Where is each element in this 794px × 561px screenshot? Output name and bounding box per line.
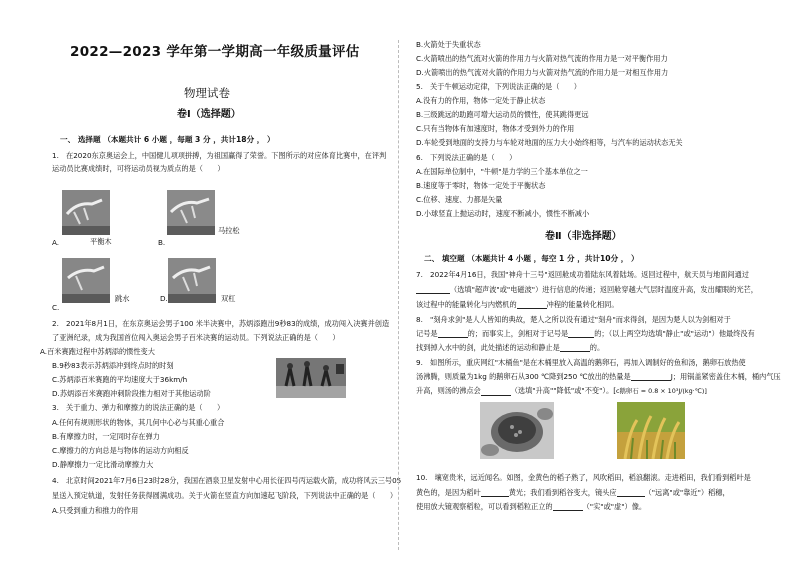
rice-field-photo: [617, 402, 685, 459]
q1-option-a-label: 平衡木: [90, 237, 112, 246]
q9-line1: 9. 如图所示，重庆网红"木桶鱼"是在木桶里放入高温的鹅卵石，再加入调制好的鱼和汤，鹅卵石放热使: [416, 358, 746, 367]
q9-blank-1[interactable]: [631, 372, 671, 381]
sprint-race-photo: [276, 358, 346, 398]
q2-option-b: B.9秒83表示苏炳添冲到终点时的时刻: [52, 361, 174, 370]
q5-stem: 5. 关于牛顿运动定律，下列说法正确的是（ ）: [416, 82, 581, 91]
q1-option-b-letter: B.: [158, 238, 166, 247]
q5-option-d: D.车轮受到地面的支持力与车轮对地面的压力大小始终相等，与汽车的运动状态无关: [416, 138, 683, 147]
q2-line1: 2. 2021年8月1日，在东京奥运会男子100 米半决赛中，苏炳添跑出9秒83的成绩，成功闯入决赛并创造: [52, 319, 390, 328]
balance-beam-photo: [62, 190, 110, 235]
section1-heading: 一、 选择题 （本题共计 6 小题 ，每题 3 分 ，共计18分 ， ）: [60, 135, 275, 144]
q1-option-b-label: 马拉松: [218, 226, 240, 235]
q2-option-c: C.苏炳添百米赛跑的平均速度大于36km/h: [52, 375, 188, 384]
q1-line1: 1. 在2020东京奥运会上，中国健儿项项拼搏，为祖国赢得了荣誉。下图所示的对应体育比赛中，在评判: [52, 151, 387, 160]
q8-line1: 8. "刻舟求剑"是人人皆知的典故，楚人之所以没有通过"刻舟"而求得剑，是因为楚人以为剑相对于: [416, 315, 731, 324]
q10-blank-3[interactable]: [553, 502, 583, 511]
q6-option-d: D.小球竖直上抛运动时，速度不断减小，惯性不断减小: [416, 209, 590, 218]
q5-option-b: B.三级跳远的助跑可增大运动员的惯性，使其跳得更远: [416, 110, 589, 119]
q8-blank-3[interactable]: [560, 343, 590, 352]
marathon-photo: [167, 190, 215, 235]
q1-option-d-letter: D.: [160, 294, 168, 303]
page-title: 2022—2023 学年第一学期高一年级质量评估: [70, 44, 360, 60]
part1-title: 卷Ⅰ（选择题）: [177, 109, 241, 120]
q7-blank-1[interactable]: [416, 285, 450, 294]
q3-option-b: B.有摩擦力时，一定同时存在弹力: [52, 432, 160, 441]
q2-option-a: A.百米赛跑过程中苏炳添的惯性变大: [40, 347, 155, 356]
q3-option-c: C.摩擦力的方向总是与物体的运动方向相反: [52, 446, 189, 455]
q2-line2: 了亚洲纪录，成为我国首位闯入奥运会男子百米决赛的运动员。下列说法正确的是（ ）: [52, 333, 340, 342]
q7-line2: （选填"超声波"或"电磁波"）进行信息的传递；返回舱穿越大气层时温度升高，发出耀眼的光芒，: [416, 285, 758, 294]
q10-line1: 10. 壤宽贵米，远近闻名。如图，金黄色的稻子熟了，风吹稻田，稻浪翻滚。走进稻田，我们看到稻叶是: [416, 473, 751, 482]
q10-line2: 黄色的，是因为稻叶 黄光；我们看到稻谷变大，镜头应 （"远离"或"靠近"）稻穗，: [416, 488, 730, 497]
q6-stem: 6. 下列说法正确的是（ ）: [416, 153, 517, 162]
part2-title: 卷Ⅱ（非选择题）: [545, 231, 622, 242]
q4-line2: 星送入预定轨道，发射任务获得圆满成功。关于火箭在竖直方向加速起飞阶段，下列说法中正确的是（ ）: [52, 491, 398, 500]
q3-option-d: D.静摩擦力一定比滑动摩擦力大: [52, 460, 154, 469]
q6-option-b: B.速度等于零时，物体一定处于平衡状态: [416, 181, 546, 190]
q4-option-d: D.火箭喷出的热气流对火箭的作用力与火箭对热气流的作用力是一对相互作用力: [416, 68, 669, 77]
q10-blank-2[interactable]: [617, 488, 645, 497]
diving-photo: [62, 258, 110, 303]
q1-line2: 运动员比赛成绩时，可将运动员视为质点的是（ ）: [52, 164, 225, 173]
q9-line2: 汤沸腾，则质量为1kg 的鹅卵石从300 ℃降到250 ℃放出的热量是 J；用锅盖紧密盖住木桶，桶内气压: [416, 372, 781, 381]
q1-option-c-letter: C.: [52, 303, 60, 312]
q8-line3: 找到掉入水中的剑，此处描述的运动和静止是 的。: [416, 343, 605, 352]
specific-heat-formula: c鹅卵石 = 0.8 × 10³J/(kg·℃)]: [616, 387, 707, 395]
q7-blank-2[interactable]: [517, 300, 547, 309]
q6-option-a: A.在国际单位制中，"牛顿"是力学的三个基本单位之一: [416, 167, 588, 176]
q4-option-c: C.火箭喷出的热气流对火箭的作用力与火箭对热气流的作用力是一对平衡作用力: [416, 54, 668, 63]
q5-option-c: C.只有当物体有加速度时，物体才受到外力的作用: [416, 124, 575, 133]
q3-stem: 3. 关于重力、弹力和摩擦力的说法正确的是（ ）: [52, 403, 225, 412]
q4-option-b: B.火箭处于失重状态: [416, 40, 481, 49]
q7-line1: 7. 2022年4月16日，我国"神舟十三号"返回舱成功着陆东风着陆场。返回过程中，航天员与地面间通过: [416, 270, 749, 279]
q5-option-a: A.没有力的作用，物体一定处于静止状态: [416, 96, 546, 105]
q8-blank-1[interactable]: [438, 329, 468, 338]
parallel-bars-photo: [168, 258, 216, 303]
q10-blank-1[interactable]: [481, 488, 509, 497]
q3-option-a: A.任何有规则形状的物体，其几何中心必与其重心重合: [52, 418, 225, 427]
q8-line2: 记号是 的；而事实上，剑相对于记号是 的；（以上两空均选填"静止"或"运动"）他最终没有: [416, 329, 755, 338]
q1-option-c-label: 跳水: [115, 294, 130, 303]
section2-heading: 二、 填空题 （本题共计 4 小题 ，每空 1 分 ，共计10分 ， ）: [424, 254, 639, 263]
q6-option-c: C.位移、速度、力都是矢量: [416, 195, 503, 204]
q4-option-a: A.只受到重力和推力的作用: [52, 506, 139, 515]
q10-line3: 使用放大镜观察稻粒，可以看到稻粒正立的 （"实"或"虚"）像。: [416, 502, 647, 511]
column-divider: [398, 40, 399, 550]
subject-title: 物理试卷: [184, 86, 230, 100]
q1-option-d-label: 双杠: [221, 294, 236, 303]
q1-option-a-letter: A.: [52, 238, 60, 247]
q7-line3: 该过程中的能量转化与内燃机的 冲程的能量转化相同。: [416, 300, 619, 309]
q8-blank-2[interactable]: [568, 329, 594, 338]
q4-line1: 4. 北京时间2021年7月6日23时28分，我国在酒泉卫星发射中心用长征四号丙运载火箭，成功将风云三号05: [52, 476, 402, 485]
q2-option-d: D.苏炳添百米赛跑冲刺阶段推力相对于其他运动阶: [52, 389, 211, 398]
q9-line3: 升高，则汤的沸点会 （选填"升高""降低"或"不变"）。[c鹅卵石 = 0.8 × 10³J/(kg·℃)]: [416, 386, 707, 395]
q9-blank-2[interactable]: [481, 387, 511, 396]
wooden-bucket-fish-photo: [480, 402, 554, 459]
